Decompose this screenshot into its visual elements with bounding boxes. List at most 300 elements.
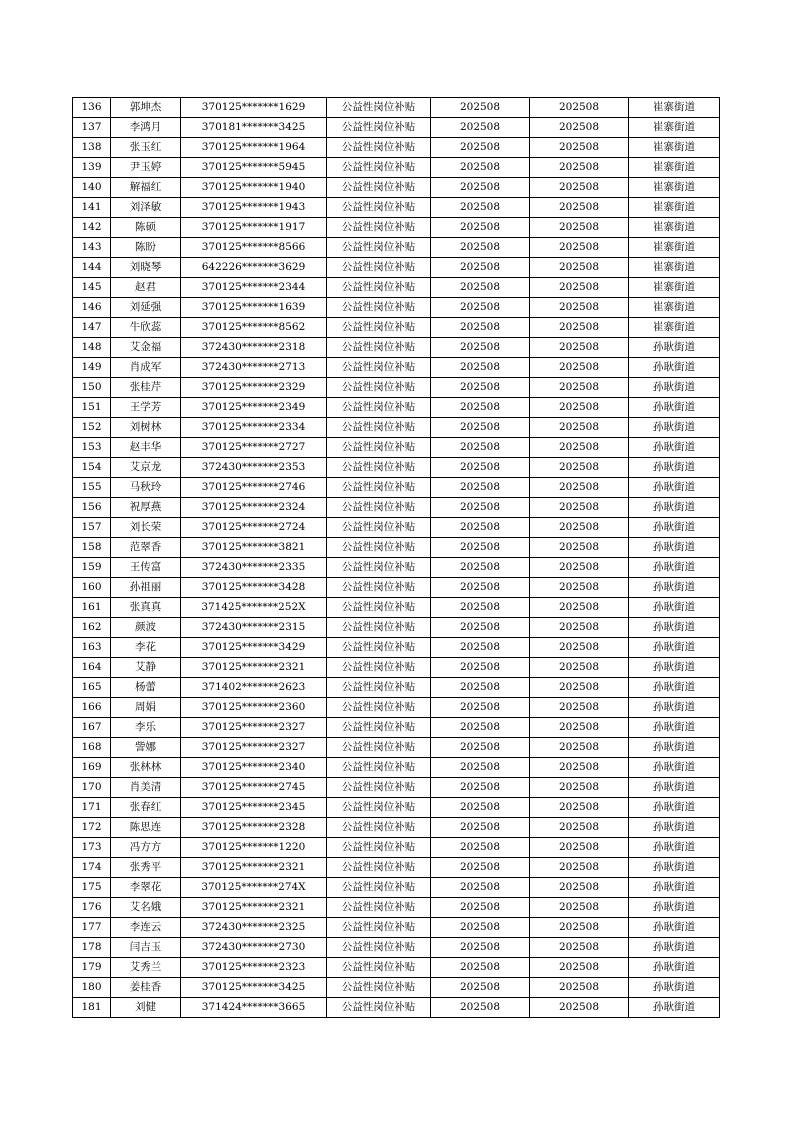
end-month-cell: 202508 <box>530 538 629 558</box>
end-month-cell: 202508 <box>530 158 629 178</box>
end-month-cell: 202508 <box>530 698 629 718</box>
id-number-cell: 370125*******1639 <box>181 298 327 318</box>
name-cell: 张玉红 <box>111 138 181 158</box>
row-number-cell: 179 <box>73 958 111 978</box>
subsidy-type-cell: 公益性岗位补贴 <box>327 678 431 698</box>
name-cell: 肖成军 <box>111 358 181 378</box>
street-cell: 崔寨街道 <box>629 118 720 138</box>
street-cell: 孙耿街道 <box>629 838 720 858</box>
subsidy-type-cell: 公益性岗位补贴 <box>327 258 431 278</box>
subsidy-type-cell: 公益性岗位补贴 <box>327 158 431 178</box>
subsidy-table <box>72 97 720 1018</box>
name-cell: 艾静 <box>111 658 181 678</box>
start-month-cell: 202508 <box>431 578 530 598</box>
row-number-cell: 146 <box>73 298 111 318</box>
end-month-cell: 202508 <box>530 898 629 918</box>
start-month-cell: 202508 <box>431 898 530 918</box>
start-month-cell: 202508 <box>431 638 530 658</box>
end-month-cell: 202508 <box>530 518 629 538</box>
street-cell: 孙耿街道 <box>629 958 720 978</box>
row-number-cell: 180 <box>73 978 111 998</box>
name-cell: 李鸿月 <box>111 118 181 138</box>
table-row <box>73 398 720 418</box>
name-cell: 张桂芹 <box>111 378 181 398</box>
subsidy-type-cell: 公益性岗位补贴 <box>327 598 431 618</box>
end-month-cell: 202508 <box>530 858 629 878</box>
end-month-cell: 202508 <box>530 598 629 618</box>
id-number-cell: 372430*******2353 <box>181 458 327 478</box>
subsidy-type-cell: 公益性岗位补贴 <box>327 138 431 158</box>
id-number-cell: 370125*******2340 <box>181 758 327 778</box>
end-month-cell: 202508 <box>530 358 629 378</box>
start-month-cell: 202508 <box>431 278 530 298</box>
row-number-cell: 153 <box>73 438 111 458</box>
end-month-cell: 202508 <box>530 638 629 658</box>
row-number-cell: 150 <box>73 378 111 398</box>
street-cell: 孙耿街道 <box>629 398 720 418</box>
row-number-cell: 176 <box>73 898 111 918</box>
id-number-cell: 370125*******1943 <box>181 198 327 218</box>
start-month-cell: 202508 <box>431 658 530 678</box>
street-cell: 孙耿街道 <box>629 658 720 678</box>
id-number-cell: 371424*******3665 <box>181 998 327 1018</box>
name-cell: 张林林 <box>111 758 181 778</box>
street-cell: 孙耿街道 <box>629 538 720 558</box>
subsidy-type-cell: 公益性岗位补贴 <box>327 458 431 478</box>
end-month-cell: 202508 <box>530 978 629 998</box>
subsidy-type-cell: 公益性岗位补贴 <box>327 858 431 878</box>
start-month-cell: 202508 <box>431 498 530 518</box>
start-month-cell: 202508 <box>431 778 530 798</box>
start-month-cell: 202508 <box>431 258 530 278</box>
row-number-cell: 163 <box>73 638 111 658</box>
name-cell: 周娟 <box>111 698 181 718</box>
row-number-cell: 137 <box>73 118 111 138</box>
id-number-cell: 370181*******3425 <box>181 118 327 138</box>
street-cell: 孙耿街道 <box>629 758 720 778</box>
subsidy-type-cell: 公益性岗位补贴 <box>327 318 431 338</box>
row-number-cell: 141 <box>73 198 111 218</box>
id-number-cell: 370125*******1220 <box>181 838 327 858</box>
id-number-cell: 642226*******3629 <box>181 258 327 278</box>
subsidy-type-cell: 公益性岗位补贴 <box>327 518 431 538</box>
start-month-cell: 202508 <box>431 318 530 338</box>
start-month-cell: 202508 <box>431 158 530 178</box>
start-month-cell: 202508 <box>431 998 530 1018</box>
table-row <box>73 438 720 458</box>
end-month-cell: 202508 <box>530 138 629 158</box>
table-row <box>73 778 720 798</box>
end-month-cell: 202508 <box>530 938 629 958</box>
row-number-cell: 152 <box>73 418 111 438</box>
end-month-cell: 202508 <box>530 338 629 358</box>
id-number-cell: 370125*******2727 <box>181 438 327 458</box>
row-number-cell: 169 <box>73 758 111 778</box>
table-row <box>73 138 720 158</box>
start-month-cell: 202508 <box>431 118 530 138</box>
start-month-cell: 202508 <box>431 918 530 938</box>
name-cell: 艾秀兰 <box>111 958 181 978</box>
street-cell: 孙耿街道 <box>629 798 720 818</box>
subsidy-type-cell: 公益性岗位补贴 <box>327 898 431 918</box>
name-cell: 刘泽敏 <box>111 198 181 218</box>
start-month-cell: 202508 <box>431 618 530 638</box>
start-month-cell: 202508 <box>431 938 530 958</box>
name-cell: 姜桂香 <box>111 978 181 998</box>
row-number-cell: 142 <box>73 218 111 238</box>
id-number-cell: 370125*******2321 <box>181 858 327 878</box>
subsidy-type-cell: 公益性岗位补贴 <box>327 178 431 198</box>
row-number-cell: 138 <box>73 138 111 158</box>
row-number-cell: 168 <box>73 738 111 758</box>
id-number-cell: 370125*******2323 <box>181 958 327 978</box>
subsidy-type-cell: 公益性岗位补贴 <box>327 298 431 318</box>
start-month-cell: 202508 <box>431 298 530 318</box>
end-month-cell: 202508 <box>530 118 629 138</box>
subsidy-type-cell: 公益性岗位补贴 <box>327 338 431 358</box>
table-row <box>73 238 720 258</box>
end-month-cell: 202508 <box>530 878 629 898</box>
street-cell: 孙耿街道 <box>629 358 720 378</box>
start-month-cell: 202508 <box>431 338 530 358</box>
row-number-cell: 155 <box>73 478 111 498</box>
table-row <box>73 178 720 198</box>
id-number-cell: 370125*******8562 <box>181 318 327 338</box>
name-cell: 马秋玲 <box>111 478 181 498</box>
id-number-cell: 370125*******2746 <box>181 478 327 498</box>
street-cell: 孙耿街道 <box>629 918 720 938</box>
name-cell: 李乐 <box>111 718 181 738</box>
end-month-cell: 202508 <box>530 738 629 758</box>
subsidy-type-cell: 公益性岗位补贴 <box>327 778 431 798</box>
end-month-cell: 202508 <box>530 838 629 858</box>
id-number-cell: 370125*******2328 <box>181 818 327 838</box>
table-row <box>73 218 720 238</box>
id-number-cell: 370125*******2360 <box>181 698 327 718</box>
name-cell: 尹玉婷 <box>111 158 181 178</box>
row-number-cell: 158 <box>73 538 111 558</box>
subsidy-type-cell: 公益性岗位补贴 <box>327 418 431 438</box>
row-number-cell: 143 <box>73 238 111 258</box>
table-row <box>73 98 720 118</box>
street-cell: 崔寨街道 <box>629 218 720 238</box>
start-month-cell: 202508 <box>431 138 530 158</box>
street-cell: 孙耿街道 <box>629 478 720 498</box>
row-number-cell: 167 <box>73 718 111 738</box>
end-month-cell: 202508 <box>530 958 629 978</box>
table-row <box>73 898 720 918</box>
row-number-cell: 173 <box>73 838 111 858</box>
id-number-cell: 370125*******2724 <box>181 518 327 538</box>
subsidy-type-cell: 公益性岗位补贴 <box>327 658 431 678</box>
street-cell: 孙耿街道 <box>629 878 720 898</box>
subsidy-type-cell: 公益性岗位补贴 <box>327 398 431 418</box>
id-number-cell: 371402*******2623 <box>181 678 327 698</box>
subsidy-type-cell: 公益性岗位补贴 <box>327 938 431 958</box>
row-number-cell: 148 <box>73 338 111 358</box>
row-number-cell: 172 <box>73 818 111 838</box>
end-month-cell: 202508 <box>530 618 629 638</box>
table-row <box>73 938 720 958</box>
start-month-cell: 202508 <box>431 598 530 618</box>
street-cell: 孙耿街道 <box>629 998 720 1018</box>
end-month-cell: 202508 <box>530 238 629 258</box>
street-cell: 崔寨街道 <box>629 178 720 198</box>
table-row <box>73 858 720 878</box>
street-cell: 孙耿街道 <box>629 438 720 458</box>
end-month-cell: 202508 <box>530 258 629 278</box>
subsidy-type-cell: 公益性岗位补贴 <box>327 358 431 378</box>
table-row <box>73 378 720 398</box>
row-number-cell: 144 <box>73 258 111 278</box>
street-cell: 崔寨街道 <box>629 138 720 158</box>
id-number-cell: 372430*******2315 <box>181 618 327 638</box>
row-number-cell: 161 <box>73 598 111 618</box>
start-month-cell: 202508 <box>431 758 530 778</box>
name-cell: 艾名娥 <box>111 898 181 918</box>
name-cell: 赵君 <box>111 278 181 298</box>
end-month-cell: 202508 <box>530 658 629 678</box>
start-month-cell: 202508 <box>431 678 530 698</box>
table-row <box>73 998 720 1018</box>
row-number-cell: 170 <box>73 778 111 798</box>
row-number-cell: 151 <box>73 398 111 418</box>
subsidy-type-cell: 公益性岗位补贴 <box>327 638 431 658</box>
name-cell: 李翠花 <box>111 878 181 898</box>
end-month-cell: 202508 <box>530 178 629 198</box>
table-row <box>73 978 720 998</box>
table-row <box>73 418 720 438</box>
start-month-cell: 202508 <box>431 698 530 718</box>
street-cell: 孙耿街道 <box>629 458 720 478</box>
start-month-cell: 202508 <box>431 478 530 498</box>
id-number-cell: 370125*******2327 <box>181 738 327 758</box>
id-number-cell: 370125*******1629 <box>181 98 327 118</box>
end-month-cell: 202508 <box>530 298 629 318</box>
id-number-cell: 370125*******2344 <box>181 278 327 298</box>
table-row <box>73 658 720 678</box>
table-row <box>73 258 720 278</box>
name-cell: 陈思连 <box>111 818 181 838</box>
subsidy-type-cell: 公益性岗位补贴 <box>327 558 431 578</box>
table-row <box>73 358 720 378</box>
row-number-cell: 139 <box>73 158 111 178</box>
street-cell: 崔寨街道 <box>629 318 720 338</box>
table-row <box>73 558 720 578</box>
table-row <box>73 318 720 338</box>
table-row <box>73 458 720 478</box>
street-cell: 孙耿街道 <box>629 678 720 698</box>
table-row <box>73 618 720 638</box>
row-number-cell: 178 <box>73 938 111 958</box>
end-month-cell: 202508 <box>530 758 629 778</box>
id-number-cell: 370125*******1917 <box>181 218 327 238</box>
start-month-cell: 202508 <box>431 198 530 218</box>
subsidy-type-cell: 公益性岗位补贴 <box>327 878 431 898</box>
table-row <box>73 578 720 598</box>
table-row <box>73 678 720 698</box>
name-cell: 李连云 <box>111 918 181 938</box>
name-cell: 刘晓琴 <box>111 258 181 278</box>
id-number-cell: 372430*******2318 <box>181 338 327 358</box>
id-number-cell: 370125*******2334 <box>181 418 327 438</box>
row-number-cell: 166 <box>73 698 111 718</box>
start-month-cell: 202508 <box>431 538 530 558</box>
table-row <box>73 498 720 518</box>
end-month-cell: 202508 <box>530 98 629 118</box>
table-row <box>73 918 720 938</box>
id-number-cell: 370125*******1964 <box>181 138 327 158</box>
id-number-cell: 370125*******5945 <box>181 158 327 178</box>
subsidy-type-cell: 公益性岗位补贴 <box>327 838 431 858</box>
row-number-cell: 156 <box>73 498 111 518</box>
end-month-cell: 202508 <box>530 998 629 1018</box>
name-cell: 闫吉玉 <box>111 938 181 958</box>
street-cell: 崔寨街道 <box>629 98 720 118</box>
id-number-cell: 372430*******2325 <box>181 918 327 938</box>
end-month-cell: 202508 <box>530 438 629 458</box>
start-month-cell: 202508 <box>431 398 530 418</box>
end-month-cell: 202508 <box>530 398 629 418</box>
street-cell: 崔寨街道 <box>629 198 720 218</box>
row-number-cell: 162 <box>73 618 111 638</box>
subsidy-type-cell: 公益性岗位补贴 <box>327 538 431 558</box>
street-cell: 孙耿街道 <box>629 378 720 398</box>
name-cell: 张真真 <box>111 598 181 618</box>
end-month-cell: 202508 <box>530 578 629 598</box>
row-number-cell: 181 <box>73 998 111 1018</box>
name-cell: 范翠香 <box>111 538 181 558</box>
street-cell: 孙耿街道 <box>629 938 720 958</box>
row-number-cell: 171 <box>73 798 111 818</box>
subsidy-type-cell: 公益性岗位补贴 <box>327 378 431 398</box>
row-number-cell: 145 <box>73 278 111 298</box>
name-cell: 解福红 <box>111 178 181 198</box>
name-cell: 赵丰华 <box>111 438 181 458</box>
name-cell: 王传富 <box>111 558 181 578</box>
subsidy-type-cell: 公益性岗位补贴 <box>327 818 431 838</box>
street-cell: 孙耿街道 <box>629 618 720 638</box>
id-number-cell: 370125*******2321 <box>181 658 327 678</box>
street-cell: 崔寨街道 <box>629 278 720 298</box>
table-row <box>73 958 720 978</box>
row-number-cell: 164 <box>73 658 111 678</box>
street-cell: 崔寨街道 <box>629 158 720 178</box>
name-cell: 李花 <box>111 638 181 658</box>
street-cell: 孙耿街道 <box>629 718 720 738</box>
name-cell: 张春红 <box>111 798 181 818</box>
street-cell: 孙耿街道 <box>629 698 720 718</box>
subsidy-type-cell: 公益性岗位补贴 <box>327 618 431 638</box>
subsidy-type-cell: 公益性岗位补贴 <box>327 198 431 218</box>
id-number-cell: 372430*******2335 <box>181 558 327 578</box>
start-month-cell: 202508 <box>431 818 530 838</box>
subsidy-type-cell: 公益性岗位补贴 <box>327 438 431 458</box>
start-month-cell: 202508 <box>431 738 530 758</box>
table-row <box>73 518 720 538</box>
subsidy-type-cell: 公益性岗位补贴 <box>327 718 431 738</box>
id-number-cell: 370125*******2329 <box>181 378 327 398</box>
id-number-cell: 371425*******252X <box>181 598 327 618</box>
street-cell: 孙耿街道 <box>629 638 720 658</box>
street-cell: 孙耿街道 <box>629 898 720 918</box>
table-row <box>73 158 720 178</box>
street-cell: 孙耿街道 <box>629 598 720 618</box>
table-row <box>73 798 720 818</box>
start-month-cell: 202508 <box>431 418 530 438</box>
name-cell: 郭坤杰 <box>111 98 181 118</box>
id-number-cell: 370125*******2324 <box>181 498 327 518</box>
table-row <box>73 598 720 618</box>
start-month-cell: 202508 <box>431 558 530 578</box>
subsidy-type-cell: 公益性岗位补贴 <box>327 118 431 138</box>
end-month-cell: 202508 <box>530 478 629 498</box>
id-number-cell: 372430*******2730 <box>181 938 327 958</box>
start-month-cell: 202508 <box>431 178 530 198</box>
id-number-cell: 370125*******2327 <box>181 718 327 738</box>
start-month-cell: 202508 <box>431 458 530 478</box>
subsidy-type-cell: 公益性岗位补贴 <box>327 578 431 598</box>
street-cell: 孙耿街道 <box>629 738 720 758</box>
street-cell: 崔寨街道 <box>629 298 720 318</box>
subsidy-type-cell: 公益性岗位补贴 <box>327 978 431 998</box>
table-row <box>73 818 720 838</box>
id-number-cell: 370125*******2745 <box>181 778 327 798</box>
end-month-cell: 202508 <box>530 458 629 478</box>
subsidy-type-cell: 公益性岗位补贴 <box>327 738 431 758</box>
row-number-cell: 177 <box>73 918 111 938</box>
street-cell: 孙耿街道 <box>629 778 720 798</box>
street-cell: 崔寨街道 <box>629 238 720 258</box>
row-number-cell: 147 <box>73 318 111 338</box>
subsidy-type-cell: 公益性岗位补贴 <box>327 238 431 258</box>
id-number-cell: 370125*******8566 <box>181 238 327 258</box>
subsidy-type-cell: 公益性岗位补贴 <box>327 98 431 118</box>
street-cell: 孙耿街道 <box>629 558 720 578</box>
table-row <box>73 878 720 898</box>
end-month-cell: 202508 <box>530 558 629 578</box>
name-cell: 祝厚燕 <box>111 498 181 518</box>
row-number-cell: 174 <box>73 858 111 878</box>
row-number-cell: 159 <box>73 558 111 578</box>
start-month-cell: 202508 <box>431 98 530 118</box>
subsidy-type-cell: 公益性岗位补贴 <box>327 278 431 298</box>
table-row <box>73 638 720 658</box>
table-row <box>73 198 720 218</box>
id-number-cell: 370125*******274X <box>181 878 327 898</box>
start-month-cell: 202508 <box>431 358 530 378</box>
start-month-cell: 202508 <box>431 878 530 898</box>
start-month-cell: 202508 <box>431 238 530 258</box>
street-cell: 孙耿街道 <box>629 818 720 838</box>
start-month-cell: 202508 <box>431 718 530 738</box>
street-cell: 孙耿街道 <box>629 978 720 998</box>
id-number-cell: 370125*******2349 <box>181 398 327 418</box>
name-cell: 王学芳 <box>111 398 181 418</box>
name-cell: 刘树林 <box>111 418 181 438</box>
subsidy-type-cell: 公益性岗位补贴 <box>327 998 431 1018</box>
table-row <box>73 718 720 738</box>
end-month-cell: 202508 <box>530 418 629 438</box>
name-cell: 杨蕾 <box>111 678 181 698</box>
name-cell: 刘健 <box>111 998 181 1018</box>
row-number-cell: 136 <box>73 98 111 118</box>
end-month-cell: 202508 <box>530 918 629 938</box>
street-cell: 孙耿街道 <box>629 338 720 358</box>
name-cell: 张秀平 <box>111 858 181 878</box>
end-month-cell: 202508 <box>530 818 629 838</box>
name-cell: 肖美清 <box>111 778 181 798</box>
